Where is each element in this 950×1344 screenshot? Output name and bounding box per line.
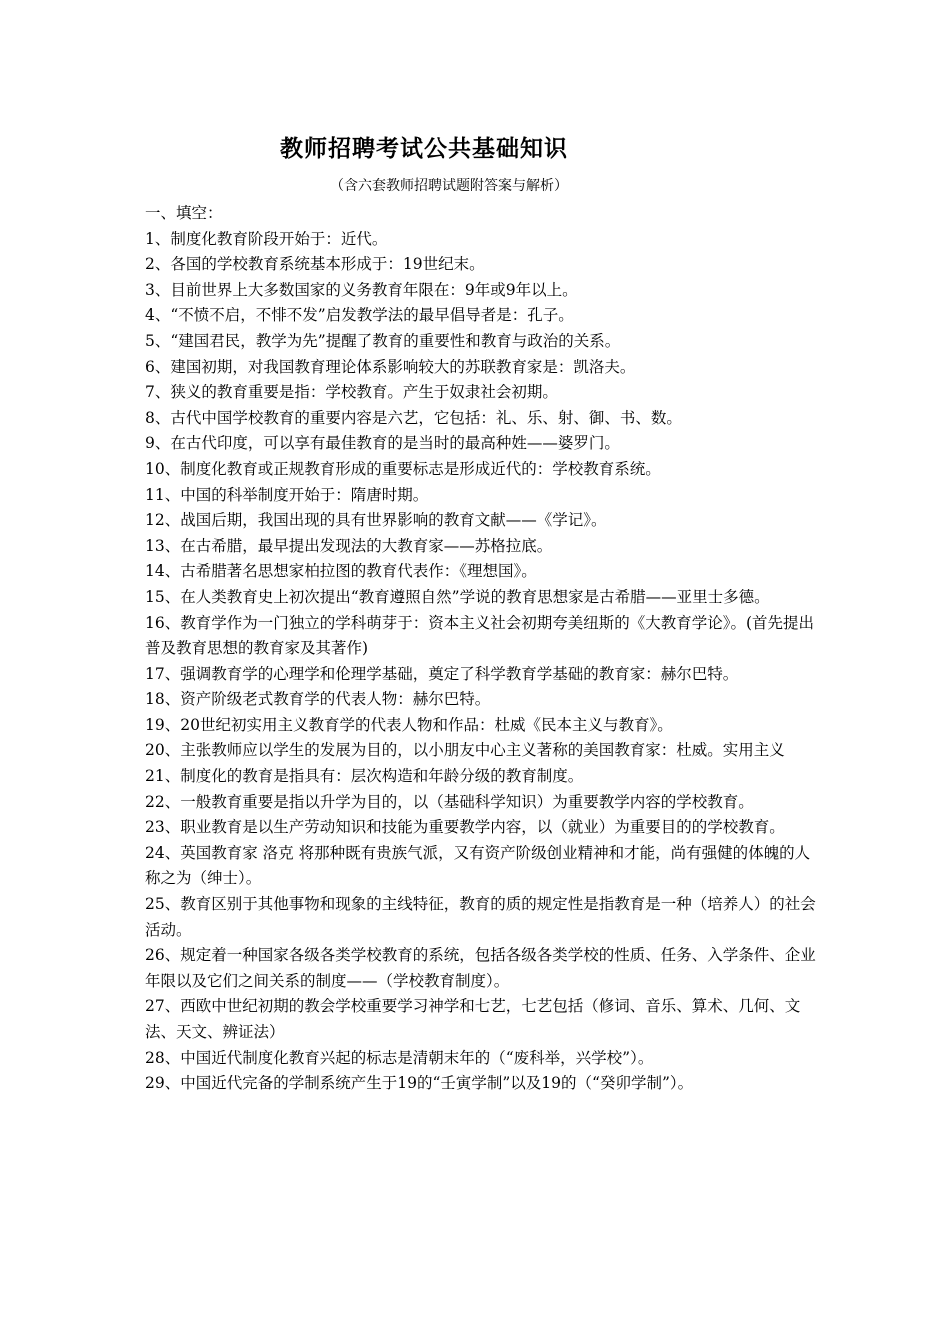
list-item: 12、战国后期，我国出现的具有世界影响的教育文献——《学记》。 xyxy=(145,511,607,530)
document-title: 教师招聘考试公共基础知识 xyxy=(280,136,568,162)
list-item: 22、一般教育重要是指以升学为目的，以（基础科学知识）为重要教学内容的学校教育。 xyxy=(145,792,754,811)
document-subtitle: （含六套教师招聘试题附答案与解析） xyxy=(330,178,568,194)
list-item: 27、西欧中世纪初期的教会学校重要学习神学和七艺，七艺包括（修词、音乐、算术、几何、文法、天文、辨证法） xyxy=(145,997,801,1041)
list-item: 21、制度化的教育是指具有：层次构造和年龄分级的教育制度。 xyxy=(145,767,584,786)
list-item: 8、古代中国学校教育的重要内容是六艺，它包括：礼、乐、射、御、书、数。 xyxy=(145,408,682,427)
list-item: 26、规定着一种国家各级各类学校教育的系统，包括各级各类学校的性质、任务、入学条件、企业年限以及它们之间关系的制度——（学校教育制度）。 xyxy=(145,946,816,990)
list-item: 11、中国的科举制度开始于：隋唐时期。 xyxy=(145,485,429,504)
list-item: 3、目前世界上大多数国家的义务教育年限在：9年或9年以上。 xyxy=(145,280,578,299)
list-item: 14、古希腊著名思想家柏拉图的教育代表作：《理想国》。 xyxy=(145,562,537,581)
list-item: 20、主张教师应以学生的发展为目的，以小朋友中心主义著称的美国教育家：杜威。实用主义 xyxy=(145,741,785,760)
list-item: 16、教育学作为一门独立的学科萌芽于：资本主义社会初期夸美纽斯的《大教育学论》。(首先提出普及教育思想的教育家及其著作) xyxy=(145,613,815,658)
list-item: 13、在古希腊，最早提出发现法的大教育家——苏格拉底。 xyxy=(145,536,553,555)
list-item: 24、英国教育家 洛克 将那种既有贵族气派，又有资产阶级创业精神和才能，尚有强健的体魄的人称之为（绅士）。 xyxy=(145,843,811,888)
list-item: 7、狭义的教育重要是指：学校教育。产生于奴隶社会初期。 xyxy=(145,383,558,402)
list-item: 10、制度化教育或正规教育形成的重要标志是形成近代的：学校教育系统。 xyxy=(145,459,661,478)
list-item: 25、教育区别于其他事物和现象的主线特征，教育的质的规定性是指教育是一种（培养人）的社会活动。 xyxy=(145,895,816,939)
list-item: 18、资产阶级老式教育学的代表人物：赫尔巴特。 xyxy=(145,690,491,709)
list-item: 28、中国近代制度化教育兴起的标志是清朝末年的（“废科举，兴学校”）。 xyxy=(145,1048,654,1067)
list-item: 4、“不愤不启，不悱不发”启发教学法的最早倡导者是：孔子。 xyxy=(145,306,574,325)
list-item: 6、建国初期，对我国教育理论体系影响较大的苏联教育家是：凯洛夫。 xyxy=(145,357,636,376)
list-item: 17、强调教育学的心理学和伦理学基础，奠定了科学教育学基础的教育家：赫尔巴特。 xyxy=(145,664,739,683)
list-item: 23、职业教育是以生产劳动知识和技能为重要教学内容，以（就业）为重要目的的学校教育。 xyxy=(145,818,785,837)
list-item: 1、制度化教育阶段开始于：近代。 xyxy=(145,229,388,248)
list-item: 19、20世纪初实用主义教育学的代表人物和作品：杜威《民本主义与教育》。 xyxy=(145,715,673,734)
list-item: 2、各国的学校教育系统基本形成于：19世纪末。 xyxy=(145,255,485,274)
section-heading: 一、填空： xyxy=(145,204,223,222)
list-item: 5、“建国君民，教学为先”提醒了教育的重要性和教育与政治的关系。 xyxy=(145,331,621,350)
list-item: 15、在人类教育史上初次提出“教育遵照自然”学说的教育思想家是古希腊——亚里士多德。 xyxy=(145,587,770,606)
list-item: 9、在古代印度，可以享有最佳教育的是当时的最高种姓——婆罗门。 xyxy=(145,434,620,453)
list-item: 29、中国近代完备的学制系统产生于19的“壬寅学制”以及19的（“癸卯学制”）。 xyxy=(145,1074,694,1093)
document-body xyxy=(145,201,817,1097)
